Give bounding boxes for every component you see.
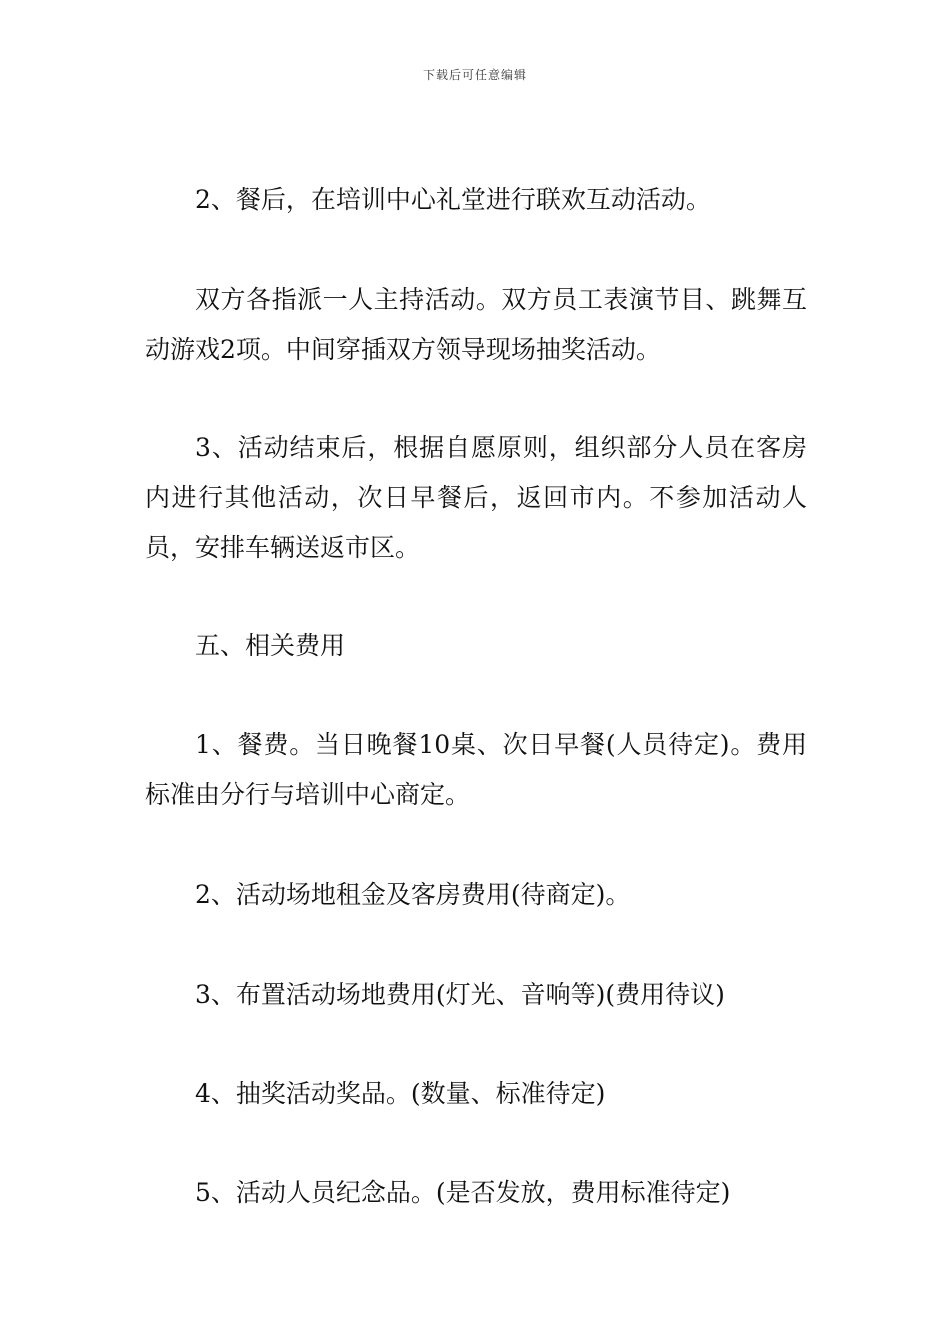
paragraph-cost-setup: 3、布置活动场地费用(灯光、音响等)(费用待议) — [195, 980, 725, 1009]
section-heading-costs: 五、相关费用 — [195, 631, 346, 660]
paragraph-item-3-after-activity: 3、活动结束后，根据自愿原则，组织部分人员在客房内进行其他活动，次日早餐后，返回市内。不参加活动人员，安排车辆送返市区。 — [145, 433, 807, 562]
header-note: 下载后可任意编辑 — [422, 68, 527, 82]
paragraph-cost-meals: 1、餐费。当日晚餐10桌、次日早餐(人员待定)。费用标准由分行与培训中心商定。 — [145, 730, 807, 809]
paragraph-cost-venue-rooms: 2、活动场地租金及客房费用(待商定)。 — [195, 880, 631, 909]
paragraph-cost-souvenirs: 5、活动人员纪念品。(是否发放，费用标准待定) — [195, 1178, 731, 1207]
paragraph-cost-prizes: 4、抽奖活动奖品。(数量、标准待定) — [195, 1079, 606, 1108]
paragraph-hosts-and-games: 双方各指派一人主持活动。双方员工表演节目、跳舞互动游戏2项。中间穿插双方领导现场抽奖活动。 — [145, 285, 807, 364]
paragraph-item-2-party: 2、餐后，在培训中心礼堂进行联欢互动活动。 — [195, 185, 711, 214]
